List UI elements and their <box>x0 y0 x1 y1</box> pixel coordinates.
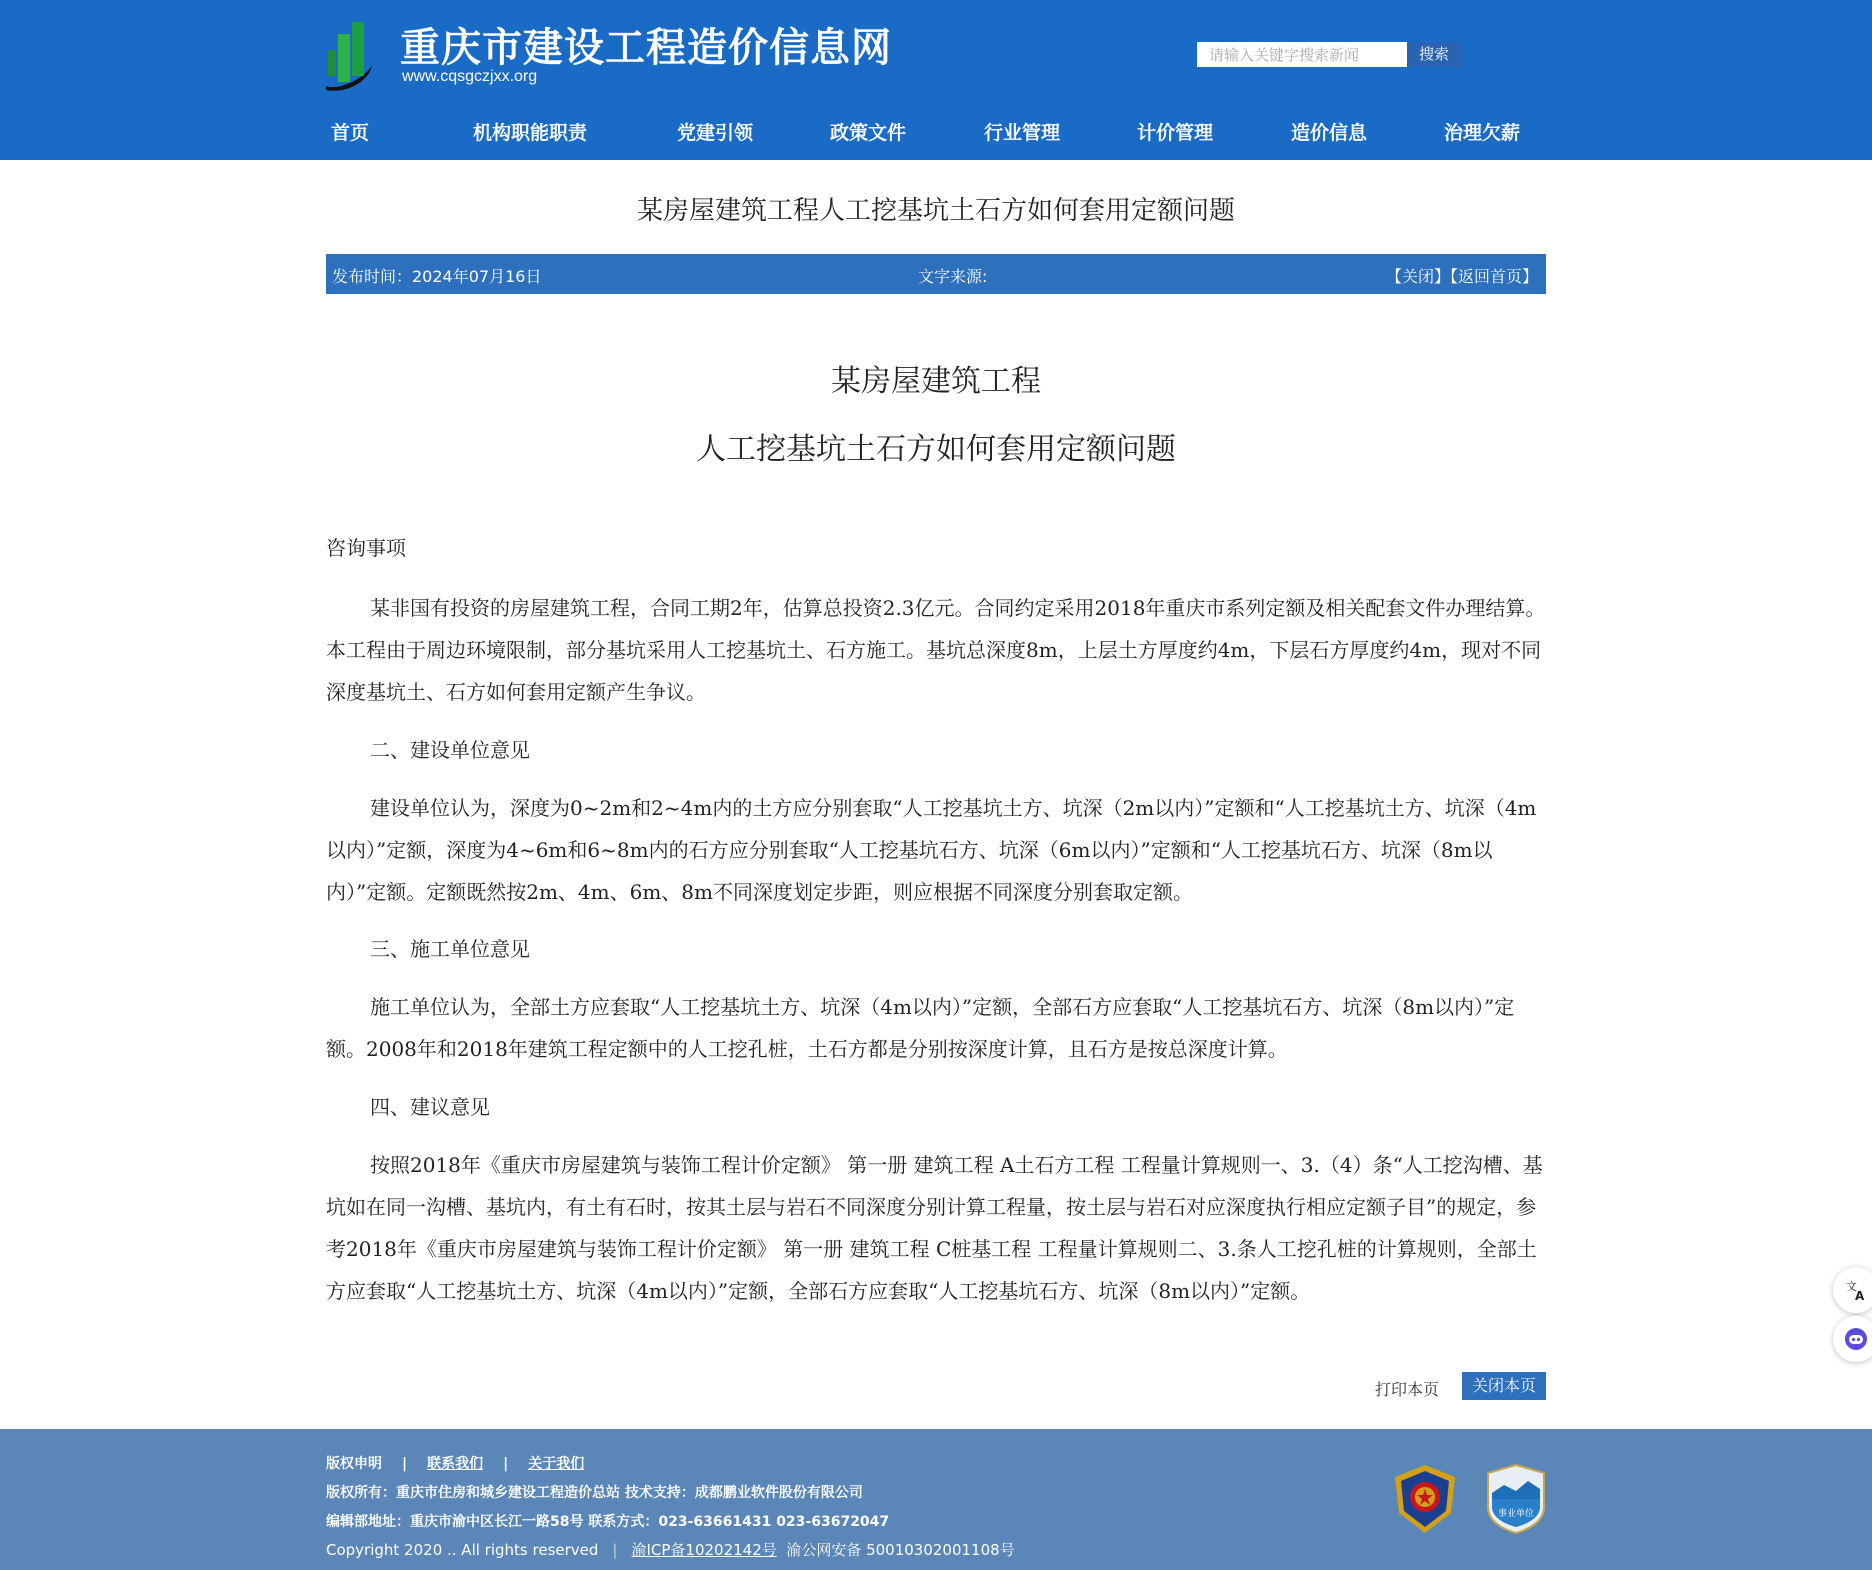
svg-text:A: A <box>1855 1289 1865 1302</box>
close-page-button[interactable]: 关闭本页 <box>1462 1372 1546 1400</box>
footer-icp-link[interactable]: 渝ICP备10202142号 <box>631 1541 777 1559</box>
nav-item-industry[interactable]: 行业管理 <box>984 122 1061 144</box>
site-header <box>0 0 1872 160</box>
section-2-heading: 二、建设单位意见 <box>370 738 530 762</box>
article-heading-line2: 人工挖基坑土石方如何套用定额问题 <box>696 432 1176 467</box>
section-3-heading: 三、施工单位意见 <box>370 937 530 961</box>
footer-links <box>326 1453 584 1473</box>
public-institution-badge-icon[interactable] <box>1486 1463 1546 1535</box>
footer-link-copyright-statement[interactable]: 版权申明 <box>326 1456 382 1472</box>
article-body-s3 <box>326 928 1548 970</box>
footer-police-record: 渝公网安备 50010302001108号 <box>786 1541 1015 1559</box>
site-url: www.cqsgczjxx.org <box>402 68 538 85</box>
nav-item-institution[interactable]: 机构职能职责 <box>473 122 588 144</box>
back-home-link[interactable]: 【返回首页】 <box>1449 267 1538 286</box>
site-title[interactable]: 重庆市建设工程造价信息网 <box>400 25 892 71</box>
section-consult: 咨询事项 <box>326 536 406 560</box>
translate-icon <box>1844 1278 1868 1302</box>
footer-divider: | <box>612 1541 618 1559</box>
section-4-heading: 四、建议意见 <box>370 1095 490 1119</box>
article-source: 文字来源: <box>918 267 988 286</box>
logo-mark-icon[interactable] <box>324 20 374 92</box>
article-body-p1 <box>326 587 1548 713</box>
assistant-button[interactable] <box>1833 1316 1872 1362</box>
nav-item-policy[interactable]: 政策文件 <box>830 122 907 144</box>
article-meta-bar <box>326 254 1546 294</box>
footer-link-about[interactable]: 关于我们 <box>528 1456 585 1472</box>
search-input[interactable] <box>1197 42 1407 67</box>
svg-text:文: 文 <box>1846 1280 1857 1293</box>
publish-time: 发布时间：2024年07月16日 <box>332 267 542 286</box>
article-body-s4 <box>326 1086 1548 1128</box>
article-body-s2 <box>326 729 1548 771</box>
site-footer <box>0 1429 1872 1570</box>
nav-item-pricing[interactable]: 计价管理 <box>1137 122 1214 144</box>
footer-copyright-line <box>326 1539 1015 1560</box>
nav-item-home[interactable]: 首页 <box>331 122 370 144</box>
paragraph-3: 施工单位认为，全部土方应套取“人工挖基坑土方、坑深（4m以内）”定额，全部石方应套取“人工挖基坑石方、坑深（8m以内）”定额。2008年和2018年建筑工程定额中的人工挖孔桩，土石方都是分别按深度计算，且石方是按总深度计算。 <box>326 995 1515 1061</box>
assistant-icon <box>1844 1327 1868 1351</box>
footer-owner: 版权所有：重庆市住房和城乡建设工程造价总站 技术支持：成都鹏业软件股份有限公司 <box>326 1485 863 1501</box>
footer-divider: | <box>402 1456 408 1472</box>
nav-item-cost-info[interactable]: 造价信息 <box>1291 122 1368 144</box>
footer-address: 编辑部地址：重庆市渝中区长江一路58号 联系方式：023-63661431 023-63672047 <box>326 1514 890 1530</box>
badge-label: 事业单位 <box>1497 1509 1535 1519</box>
police-emblem-icon[interactable] <box>1389 1463 1461 1535</box>
search-button[interactable]: 搜索 <box>1407 42 1461 67</box>
main-nav <box>0 118 1872 148</box>
paragraph-1: 某非国有投资的房屋建筑工程，合同工期2年，估算总投资2.3亿元。合同约定采用2018年重庆市系列定额及相关配套文件办理结算。本工程由于周边环境限制，部分基坑采用人工挖基坑土、石方施工。基坑总深度8m，上层土方厚度约4m，下层石方厚度约4m，现对不同深度基坑土、石方如何套用定额产生争议。 <box>326 596 1546 704</box>
nav-item-wages[interactable]: 治理欠薪 <box>1444 122 1521 144</box>
paragraph-2: 建设单位认为，深度为0~2m和2~4m内的土方应分别套取“人工挖基坑土方、坑深（2m以内）”定额和“人工挖基坑土方、坑深（4m以内）”定额，深度为4~6m和6~8m内的石方应分别套取“人工挖基坑石方、坑深（6m以内）”定额和“人工挖基坑石方、坑深（8m以内）”定额。定额既然按2m、4m、6m、8m不同深度划定步距，则应根据不同深度分别套取定额。 <box>326 796 1537 904</box>
article-body <box>326 527 1548 569</box>
footer-copyright: Copyright 2020 .. All rights reserved <box>326 1541 599 1559</box>
article-body-p4 <box>326 1144 1548 1312</box>
article-heading-line1: 某房屋建筑工程 <box>831 364 1041 399</box>
article-body-p2 <box>326 787 1548 913</box>
page-title: 某房屋建筑工程人工挖基坑土石方如何套用定额问题 <box>636 196 1235 226</box>
print-button[interactable]: 打印本页 <box>1375 1380 1440 1399</box>
article-body-p3 <box>326 986 1548 1070</box>
meta-links <box>1386 264 1538 287</box>
paragraph-4: 按照2018年《重庆市房屋建筑与装饰工程计价定额》 第一册 建筑工程 A土石方工程 工程量计算规则一、3.（4）条“人工挖沟槽、基坑如在同一沟槽、基坑内，有土有石时，按其土层与岩石不同深度分别计算工程量，按土层与岩石对应深度执行相应定额子目”的规定，参考2018年《重庆市房屋建筑与装饰工程计价定额》 第一册 建筑工程 C桩基工程 工程量计算规则二、3.条人工挖孔桩的计算规则，全部土方应套取“人工挖基坑土方、坑深（4m以内）”定额，全部石方应套取“人工挖基坑石方、坑深（8m以内）”定额。 <box>326 1153 1543 1303</box>
footer-link-contact[interactable]: 联系我们 <box>427 1456 484 1472</box>
close-link[interactable]: 【关闭】 <box>1385 267 1450 286</box>
footer-divider: | <box>503 1456 509 1472</box>
translate-button[interactable] <box>1833 1267 1872 1313</box>
nav-item-party[interactable]: 党建引领 <box>677 122 754 144</box>
